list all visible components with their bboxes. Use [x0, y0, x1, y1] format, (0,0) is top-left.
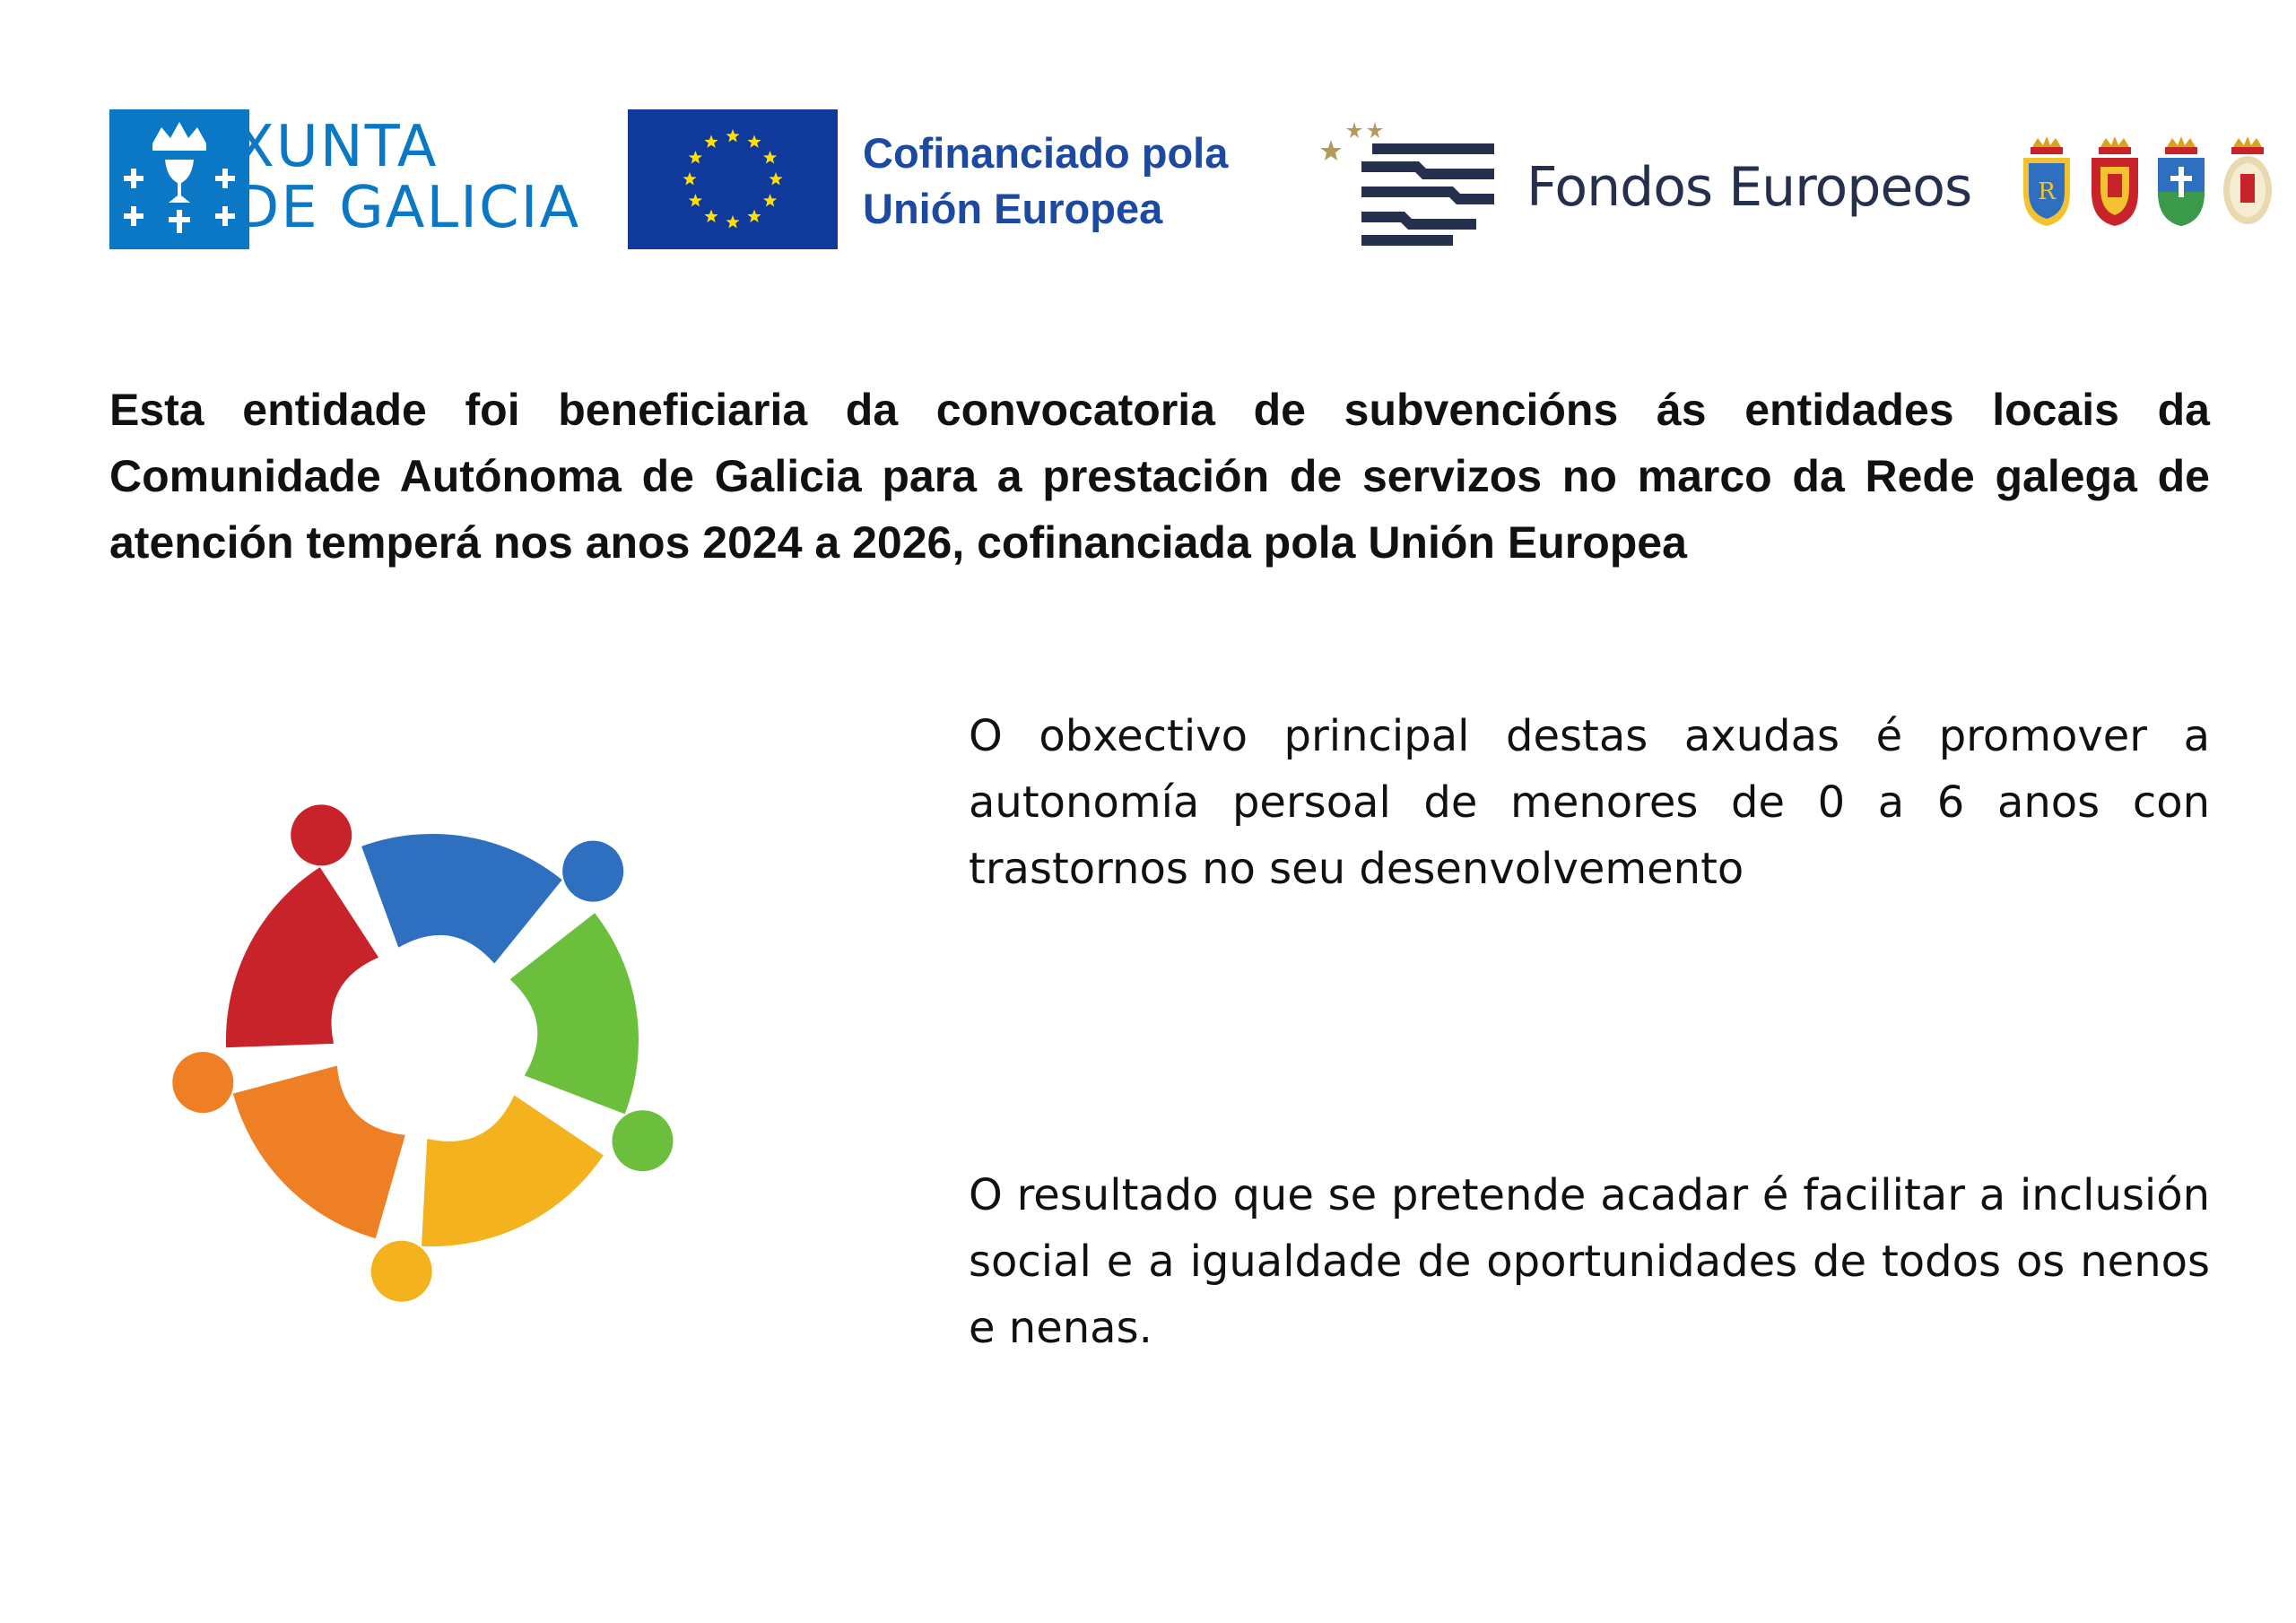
xunta-name [235, 114, 581, 241]
xunta-line-1: XUNTA [235, 114, 439, 180]
eu-cofinancing-logo [628, 109, 1287, 249]
person-head [562, 841, 623, 902]
result-paragraph: O resultado que se pretende acadar é facilitar a inclusión social e a igualdade de oportunidades de todos os nenos e nenas. [969, 1170, 2210, 1353]
xunta-emblem-icon [109, 109, 249, 249]
fondos-europeos-text: Fondos Europeos [1526, 156, 1972, 219]
person-head [613, 1110, 674, 1171]
person-body [422, 1095, 604, 1246]
person-head [172, 1052, 233, 1113]
eu-cofinancing-text [863, 126, 1228, 237]
person-head [371, 1241, 432, 1302]
eu-flag-icon [628, 109, 838, 249]
svg-text:R: R [2038, 178, 2056, 205]
people-circle-icon [109, 717, 755, 1363]
person-head [291, 804, 352, 865]
person-body [361, 834, 562, 964]
fondos-europeos-logo [1318, 120, 1982, 246]
person-body [233, 1066, 405, 1239]
objective-paragraph: O obxectivo principal destas axudas é promover a autonomía persoal de menores de 0 a 6 anos con trastornos no seu desenvolvemento [969, 711, 2210, 894]
municipal-shield-2-icon [2088, 135, 2142, 228]
municipal-shields [2020, 135, 2280, 228]
person-body [226, 867, 378, 1047]
municipal-shield-3-icon [2154, 135, 2208, 228]
person-body [510, 913, 639, 1114]
headline: Esta entidade foi beneficiaria da convocatoria de subvencións ás entidades locais da Comunidade Autónoma de Galicia para a prestación de servizos no marco da Rede galega de atención temperá nos anos 2024 a 2026, cofinanciada pola Unión Europea [109, 385, 2210, 568]
municipal-shield-1-icon [2020, 135, 2074, 228]
xunta-line-2: DE GALICIA [235, 175, 581, 241]
logo-bar [0, 0, 2296, 296]
eu-line-1: Cofinanciado pola [863, 129, 1229, 177]
fondos-europeos-mark-icon [1318, 120, 1507, 246]
xunta-de-galicia-logo [109, 109, 598, 249]
eu-line-2: Unión Europea [863, 185, 1163, 232]
municipal-shield-4-icon [2221, 135, 2274, 228]
